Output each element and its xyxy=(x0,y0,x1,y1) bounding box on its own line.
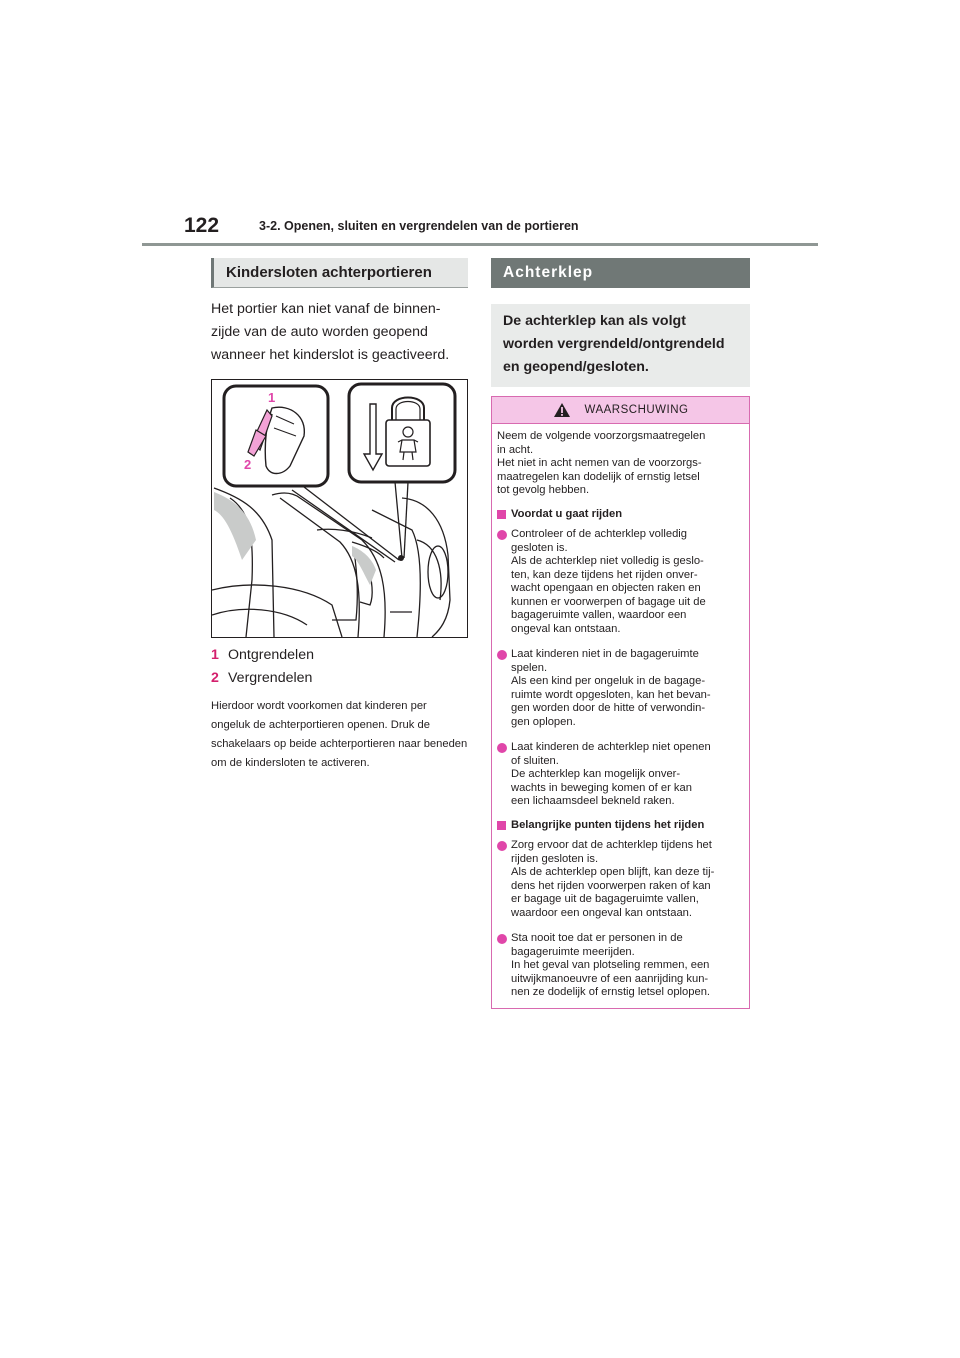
child-lock-intro: Het portier kan niet vanaf de binnen- zijde van de auto worden geopend wanneer het kinderslot is geactiveerd. xyxy=(211,301,450,363)
warning-header xyxy=(492,397,749,424)
left-column xyxy=(211,258,468,784)
child-lock-illustration xyxy=(211,379,468,638)
bullet-icon xyxy=(497,530,507,540)
warning-intro: Neem de volgende voorzorgsmaatregelen in acht. Het niet in acht nemen van de voorzorgs- maatregelen kan dodelijk of ernstig letsel tot gevolg hebben. xyxy=(497,430,706,496)
warning-item xyxy=(497,839,741,920)
caption-text: Ontgrendelen xyxy=(228,647,314,663)
bullet-icon xyxy=(497,841,507,851)
warning-item xyxy=(497,528,741,636)
warning-item-text: Zorg ervoor dat de achterklep tijdens het rijden gesloten is. Als de achterklep open blijft, kan deze tij- dens het rijden voorwerpen raken of kan er bagage uit de bagageruimte vallen, waardoor een ongeval kan ontstaan. xyxy=(511,839,715,919)
caption-lock xyxy=(211,667,468,690)
warning-item-text: Laat kinderen de achterklep niet openen of sluiten. De achterklep kan mogelijk onver- wachts in beweging komen of er kan een lichaamsdeel bekneld raken. xyxy=(511,741,711,807)
warning-item-text: Controleer of de achterklep volledig gesloten is. Als de achterklep niet volledig is geslo- ten, kan deze tijdens het rijden onver- wacht opengaan en objecten raken en kunnen er voorwerpen of bagage uit de bagageruimte vallen, waardoor een ongeval kan ontstaan. xyxy=(511,528,706,635)
warning-item xyxy=(497,648,741,729)
figure-label-1: 1 xyxy=(268,390,276,405)
warning-box xyxy=(491,396,750,1009)
bullet-icon xyxy=(497,743,507,753)
warning-triangle-icon xyxy=(553,402,571,418)
caption-number: 1 xyxy=(211,647,219,663)
warning-item xyxy=(497,932,741,1000)
square-bullet-icon xyxy=(497,821,506,830)
warning-item-text: Sta nooit toe dat er personen in de bagageruimte meerijden. In het geval van plotseling remmen, een uitwijkmanoeuvre of een aanrijding kun- nen ze dodelijk of ernstig letsel oplopen. xyxy=(511,932,711,998)
subheading-text: Voordat u gaat rijden xyxy=(511,507,623,520)
section-heading: 3-2. Openen, sluiten en vergrendelen van de portieren xyxy=(259,219,579,233)
bullet-icon xyxy=(497,934,507,944)
square-bullet-icon xyxy=(497,510,506,519)
child-lock-note: Hierdoor wordt voorkomen dat kinderen per ongeluk de achterportieren openen. Druk de schakelaars op beide achterportieren naar beneden om de kindersloten te activeren. xyxy=(211,700,468,769)
figure-label-2: 2 xyxy=(244,457,252,472)
warning-subheading xyxy=(497,508,741,522)
warning-body xyxy=(492,424,749,1008)
warning-title: WAARSCHUWING xyxy=(584,404,689,416)
warning-item-text: Laat kinderen niet in de bagageruimte spelen. Als een kind per ongeluk in de bagage- ruimte wordt opgesloten, kan het bevan- gen worden door de hitte of verwondin- gen oplopen. xyxy=(511,648,711,728)
figure-captions xyxy=(211,644,468,690)
bullet-icon xyxy=(497,650,507,660)
subheading-text: Belangrijke punten tijdens het rijden xyxy=(511,818,705,831)
header-divider xyxy=(142,243,818,246)
page-number: 122 xyxy=(184,214,220,237)
warning-item xyxy=(497,741,741,809)
child-lock-heading: Kindersloten achterportieren xyxy=(211,258,468,288)
caption-number: 2 xyxy=(211,670,219,686)
warning-subheading xyxy=(497,819,741,833)
caption-text: Vergrendelen xyxy=(228,670,313,686)
tailgate-intro: De achterklep kan als volgt worden vergrendeld/ontgrendeld en geopend/gesloten. xyxy=(491,304,750,387)
right-column xyxy=(491,258,750,1009)
tailgate-heading: Achterklep xyxy=(491,258,750,288)
caption-unlock xyxy=(211,644,468,667)
